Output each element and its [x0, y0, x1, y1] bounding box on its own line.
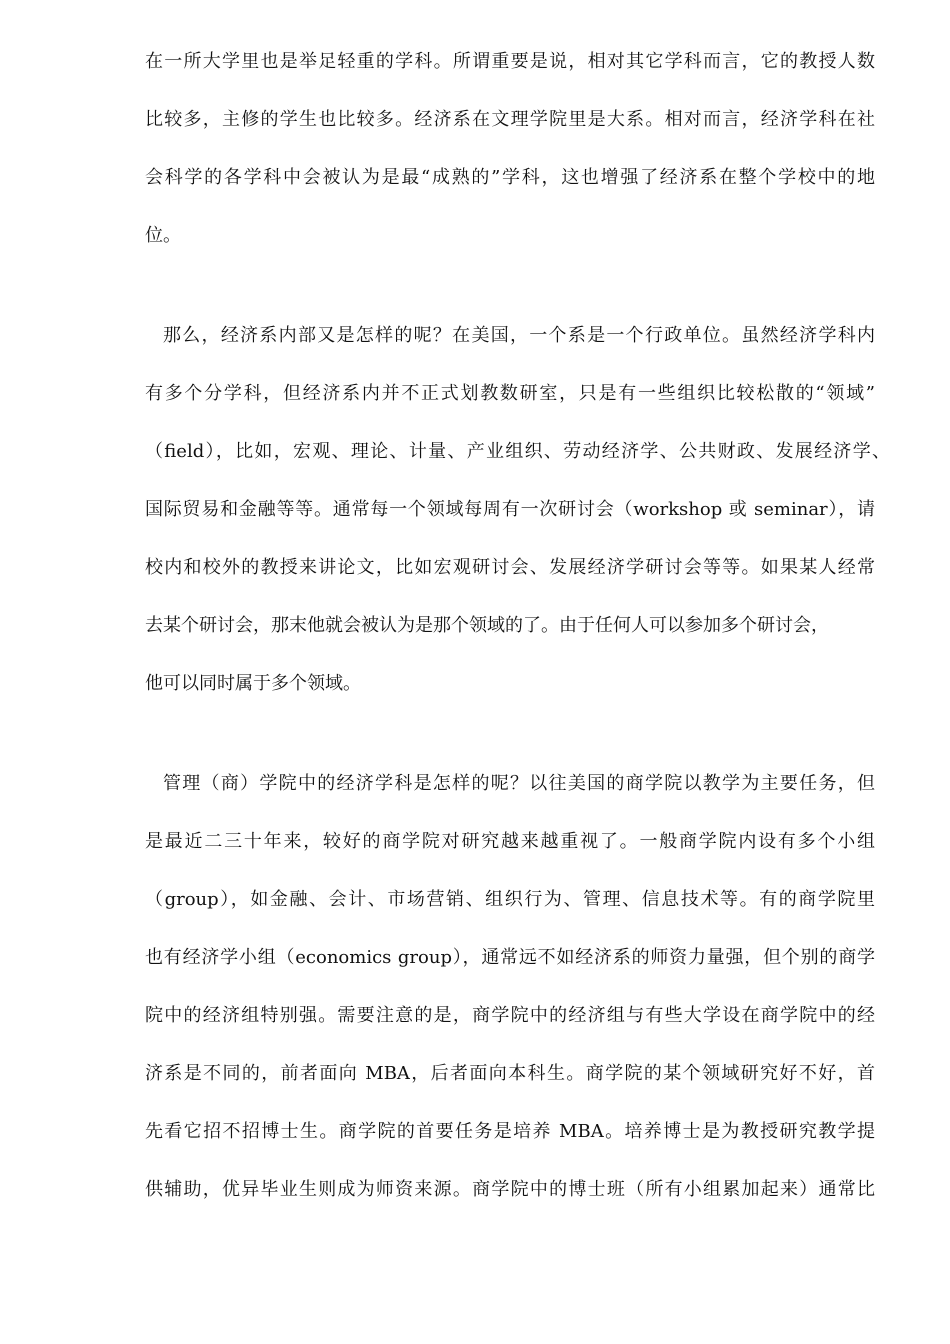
text-line: 有多个分学科，但经济系内并不正式划教数研室，只是有一些组织比较松散的“领域” [145, 383, 875, 404]
text-line: （field），比如，宏观、理论、计量、产业组织、劳动经济学、公共财政、发展经济学、 [145, 441, 890, 462]
text-line: 他可以同时属于多个领域。 [145, 673, 361, 694]
text-line: 先看它招不招博士生。商学院的首要任务是培养 MBA。培养博士是为教授研究教学提 [145, 1121, 875, 1142]
text-line: 院中的经济组特别强。需要注意的是，商学院中的经济组与有些大学设在商学院中的经 [145, 1005, 875, 1026]
text-line: 会科学的各学科中会被认为是最“成熟的”学科，这也增强了经济系在整个学校中的地 [145, 167, 875, 188]
text-line: 校内和校外的教授来讲论文，比如宏观研讨会、发展经济学研讨会等等。如果某人经常 [145, 557, 875, 578]
text-line: 在一所大学里也是举足轻重的学科。所谓重要是说，相对其它学科而言，它的教授人数 [145, 51, 875, 72]
text-line: 是最近二三十年来，较好的商学院对研究越来越重视了。一般商学院内设有多个小组 [145, 831, 875, 852]
text-line: 位。 [145, 225, 181, 246]
text-line: 比较多，主修的学生也比较多。经济系在文理学院里是大系。相对而言，经济学科在社 [145, 109, 875, 130]
text-line: 管理（商）学院中的经济学科是怎样的呢？以往美国的商学院以教学为主要任务，但 [163, 773, 875, 794]
text-line: 济系是不同的，前者面向 MBA，后者面向本科生。商学院的某个领域研究好不好，首 [145, 1063, 875, 1084]
text-line: （group），如金融、会计、市场营销、组织行为、管理、信息技术等。有的商学院里 [145, 889, 875, 910]
text-line: 去某个研讨会，那末他就会被认为是那个领域的了。由于任何人可以参加多个研讨会， [145, 615, 829, 636]
text-line: 国际贸易和金融等等。通常每一个领域每周有一次研讨会（workshop 或 seminar），请 [145, 499, 875, 520]
text-line: 供辅助，优异毕业生则成为师资来源。商学院中的博士班（所有小组累加起来）通常比 [145, 1179, 875, 1200]
text-line: 也有经济学小组（economics group），通常远不如经济系的师资力量强，但个别的商学 [145, 947, 875, 968]
text-line: 那么，经济系内部又是怎样的呢？在美国，一个系是一个行政单位。虽然经济学科内 [163, 325, 875, 346]
